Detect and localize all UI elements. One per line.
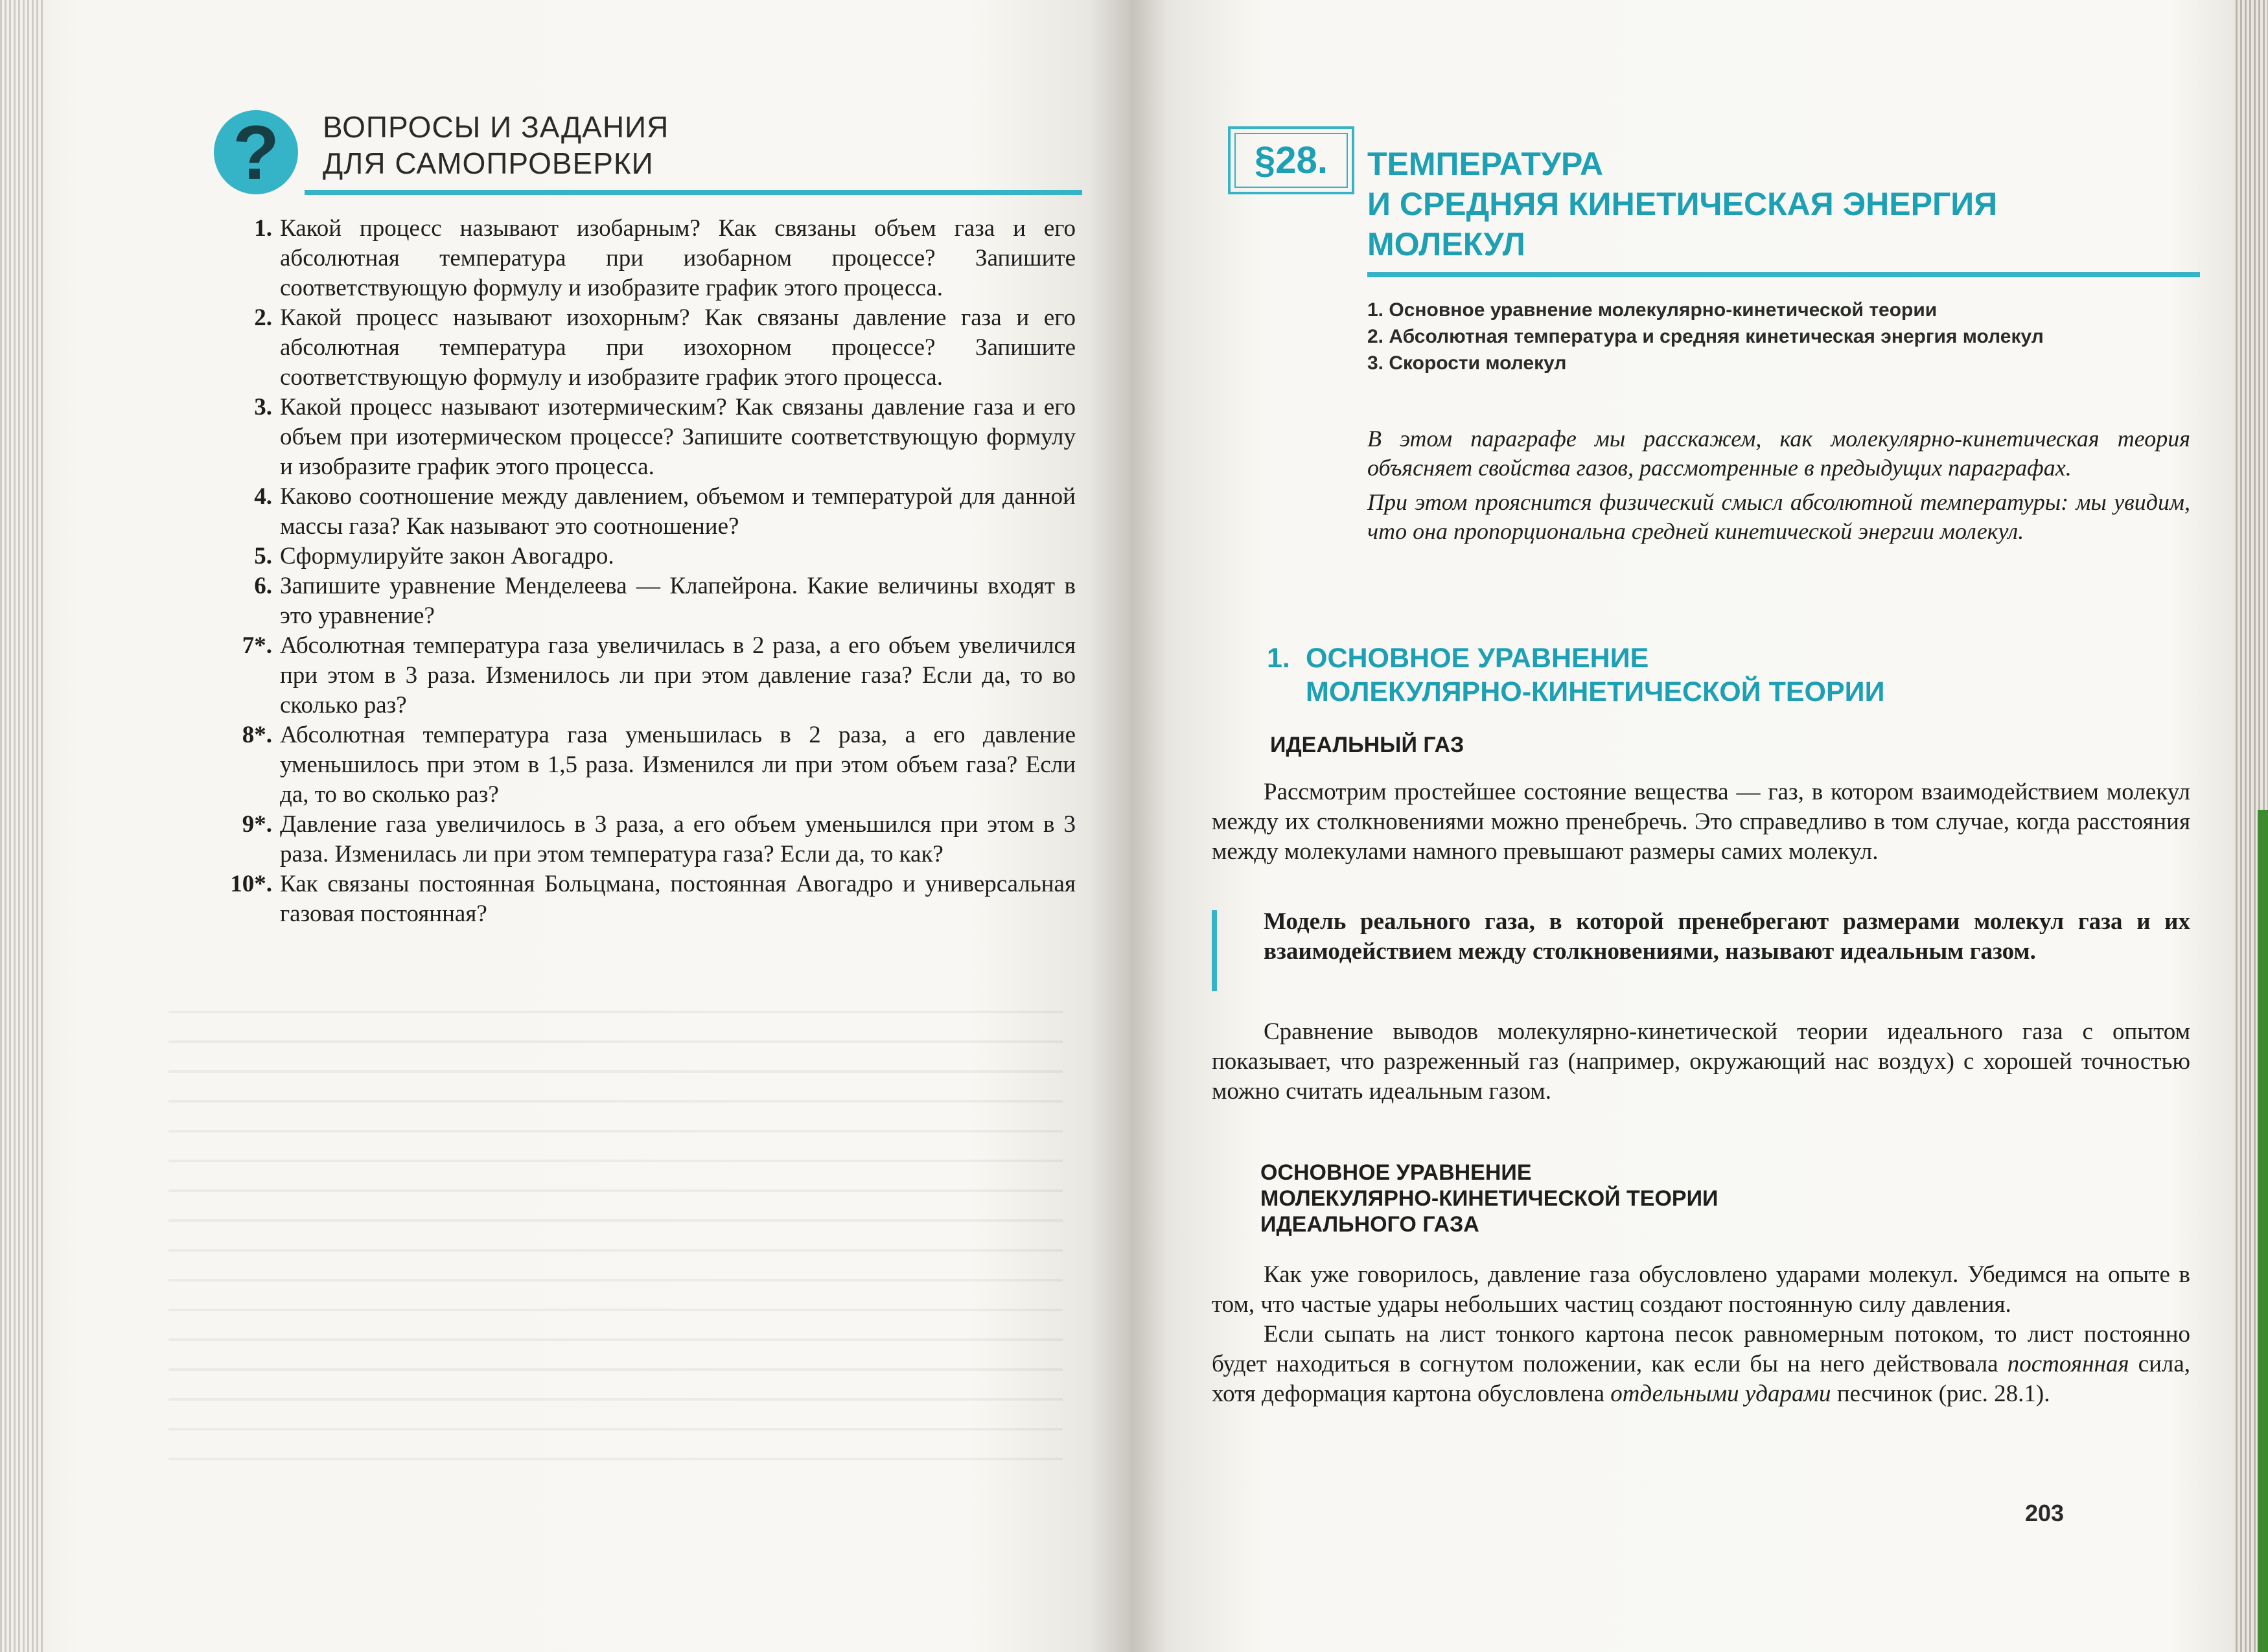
question-mark-icon: ? <box>214 110 298 194</box>
question-item: 2. Какой процесс называют изохорным? Как связаны давление газа и его абсолютная температура при изохорном процессе? Запишите соответствующую формулу и изобразите график этого процесса. <box>254 304 1076 391</box>
question-item: 7*. Абсолютная температура газа увеличилась в 2 раза, а его объем увеличился при этом в 3 раза. Изменилось ли при этом давление газа? Если да, то во сколько раз? <box>242 632 1076 718</box>
paragraph-ideal-gas: Рассмотрим простейшее состояние вещества — газ, в котором взаимодействием молекул между их столкновениями можно пренебречь. Это справедливо в том случае, когда расстояния между молекулами намного превышают размеры самих молекул. <box>1212 779 2190 865</box>
section-rule <box>1367 272 2200 277</box>
question-item: 6. Запишите уравнение Менделеева — Клапейрона. Какие величины входят в это уравнение? <box>254 573 1076 629</box>
question-item: 10*. Как связаны постоянная Больцмана, постоянная Авогадро и универсальная газовая постоянная? <box>230 871 1076 927</box>
subsection-heading: 1. ОСНОВНОЕ УРАВНЕНИЕ МОЛЕКУЛЯРНО-КИНЕТИЧЕСКОЙ ТЕОРИИ <box>1267 643 1885 707</box>
paragraph-comparison: Сравнение выводов молекулярно-кинетической теории идеального газа с опытом показывает, что разреженный газ (например, окружающий нас воздух) с хорошей точностью можно считать идеальным газом. <box>1212 1018 2190 1105</box>
contents-item: 3. Скорости молекул <box>1367 352 1567 374</box>
questions-heading: ВОПРОСЫ И ЗАДАНИЯ ДЛЯ САМОПРОВЕРКИ <box>323 110 669 180</box>
right-page <box>1131 0 2268 1652</box>
background-strip <box>2258 810 2268 1652</box>
definition-block: Модель реального газа, в которой пренебрегают размерами молекул газа и их взаимодействием между столкновениями, называют идеальным газом. <box>1212 907 2190 967</box>
heading-basic-equation: ОСНОВНОЕ УРАВНЕНИЕ МОЛЕКУЛЯРНО-КИНЕТИЧЕСКОЙ ТЕОРИИ ИДЕАЛЬНОГО ГАЗА <box>1260 1160 1718 1237</box>
question-item: 5. Сформулируйте закон Авогадро. <box>254 543 614 569</box>
question-item: 8*. Абсолютная температура газа уменьшилась в 2 раза, а его давление уменьшилось при этом в 1,5 раза. Изменился ли при этом объем газа? Если да, то во сколько раз? <box>242 722 1076 808</box>
page-edges-left <box>0 0 45 1652</box>
contents-item: 1. Основное уравнение молекулярно-кинетической теории <box>1367 299 1938 321</box>
question-item: 4. Каково соотношение между давлением, объемом и температурой для данной массы газа? Как называют это соотношение? <box>254 483 1076 540</box>
section-intro: В этом параграфе мы расскажем, как молекулярно-кинетическая теория объясняет свойства газов, рассмотренные в предыдущих параграфах. При этом прояснится физический смысл абсолютной температуры: мы увидим, что она пропорциональна средней кинетической энергии молекул. <box>1367 426 2190 544</box>
page-number: 203 <box>2025 1500 2065 1526</box>
contents-item: 2. Абсолютная температура и средняя кинетическая энергия молекул <box>1367 326 2044 347</box>
section-number-badge: §28. <box>1228 126 1354 194</box>
question-item: 1. Какой процесс называют изобарным? Как связаны объем газа и его абсолютная температура при изобарном процессе? Запишите соответствующую формулу и изобразите график этого процесса. <box>254 215 1076 301</box>
paragraph-sand: Если сыпать на лист тонкого картона песок равномерным потоком, то лист постоянно будет находиться в согнутом положении, как если бы на него действовала постоянная сила, хотя деформация картона обусловлена отдельными ударами песчинок (рис. 28.1). <box>1212 1321 2191 1407</box>
questions-list <box>214 214 1076 929</box>
left-page <box>0 0 1131 1652</box>
definition-bar <box>1212 910 1217 991</box>
question-item: 3. Какой процесс называют изотермическим? Как связаны давление газа и его объем при изотермическом процессе? Запишите соответствующую формулу и изобразите график этого процесса. <box>254 394 1076 480</box>
paragraph-pressure: Как уже говорилось, давление газа обусловлено ударами молекул. Убедимся на опыте в том, что частые удары небольших частиц создают постоянную силу давления. Если сыпать на лист тонкого картона песок равномерным потоком, то лист постоянно будет находиться в согнутом положении, как если бы на него действовала постоянная сила, хотя деформация картона обусловлена отдельными ударами песчинок (рис. 28.1). <box>1212 1260 2190 1409</box>
heading-rule <box>305 190 1082 195</box>
heading-ideal-gas: ИДЕАЛЬНЫЙ ГАЗ <box>1270 733 1464 757</box>
section-title: ТЕМПЕРАТУРА И СРЕДНЯЯ КИНЕТИЧЕСКАЯ ЭНЕРГИЯ МОЛЕКУЛ <box>1367 146 1998 262</box>
section-contents <box>1367 298 2187 378</box>
question-item: 9*. Давление газа увеличилось в 3 раза, а его объем уменьшился при этом в 3 раза. Изменилась ли при этом температура газа? Если да, то как? <box>242 811 1076 867</box>
bleed-through-texture <box>168 1011 1063 1464</box>
